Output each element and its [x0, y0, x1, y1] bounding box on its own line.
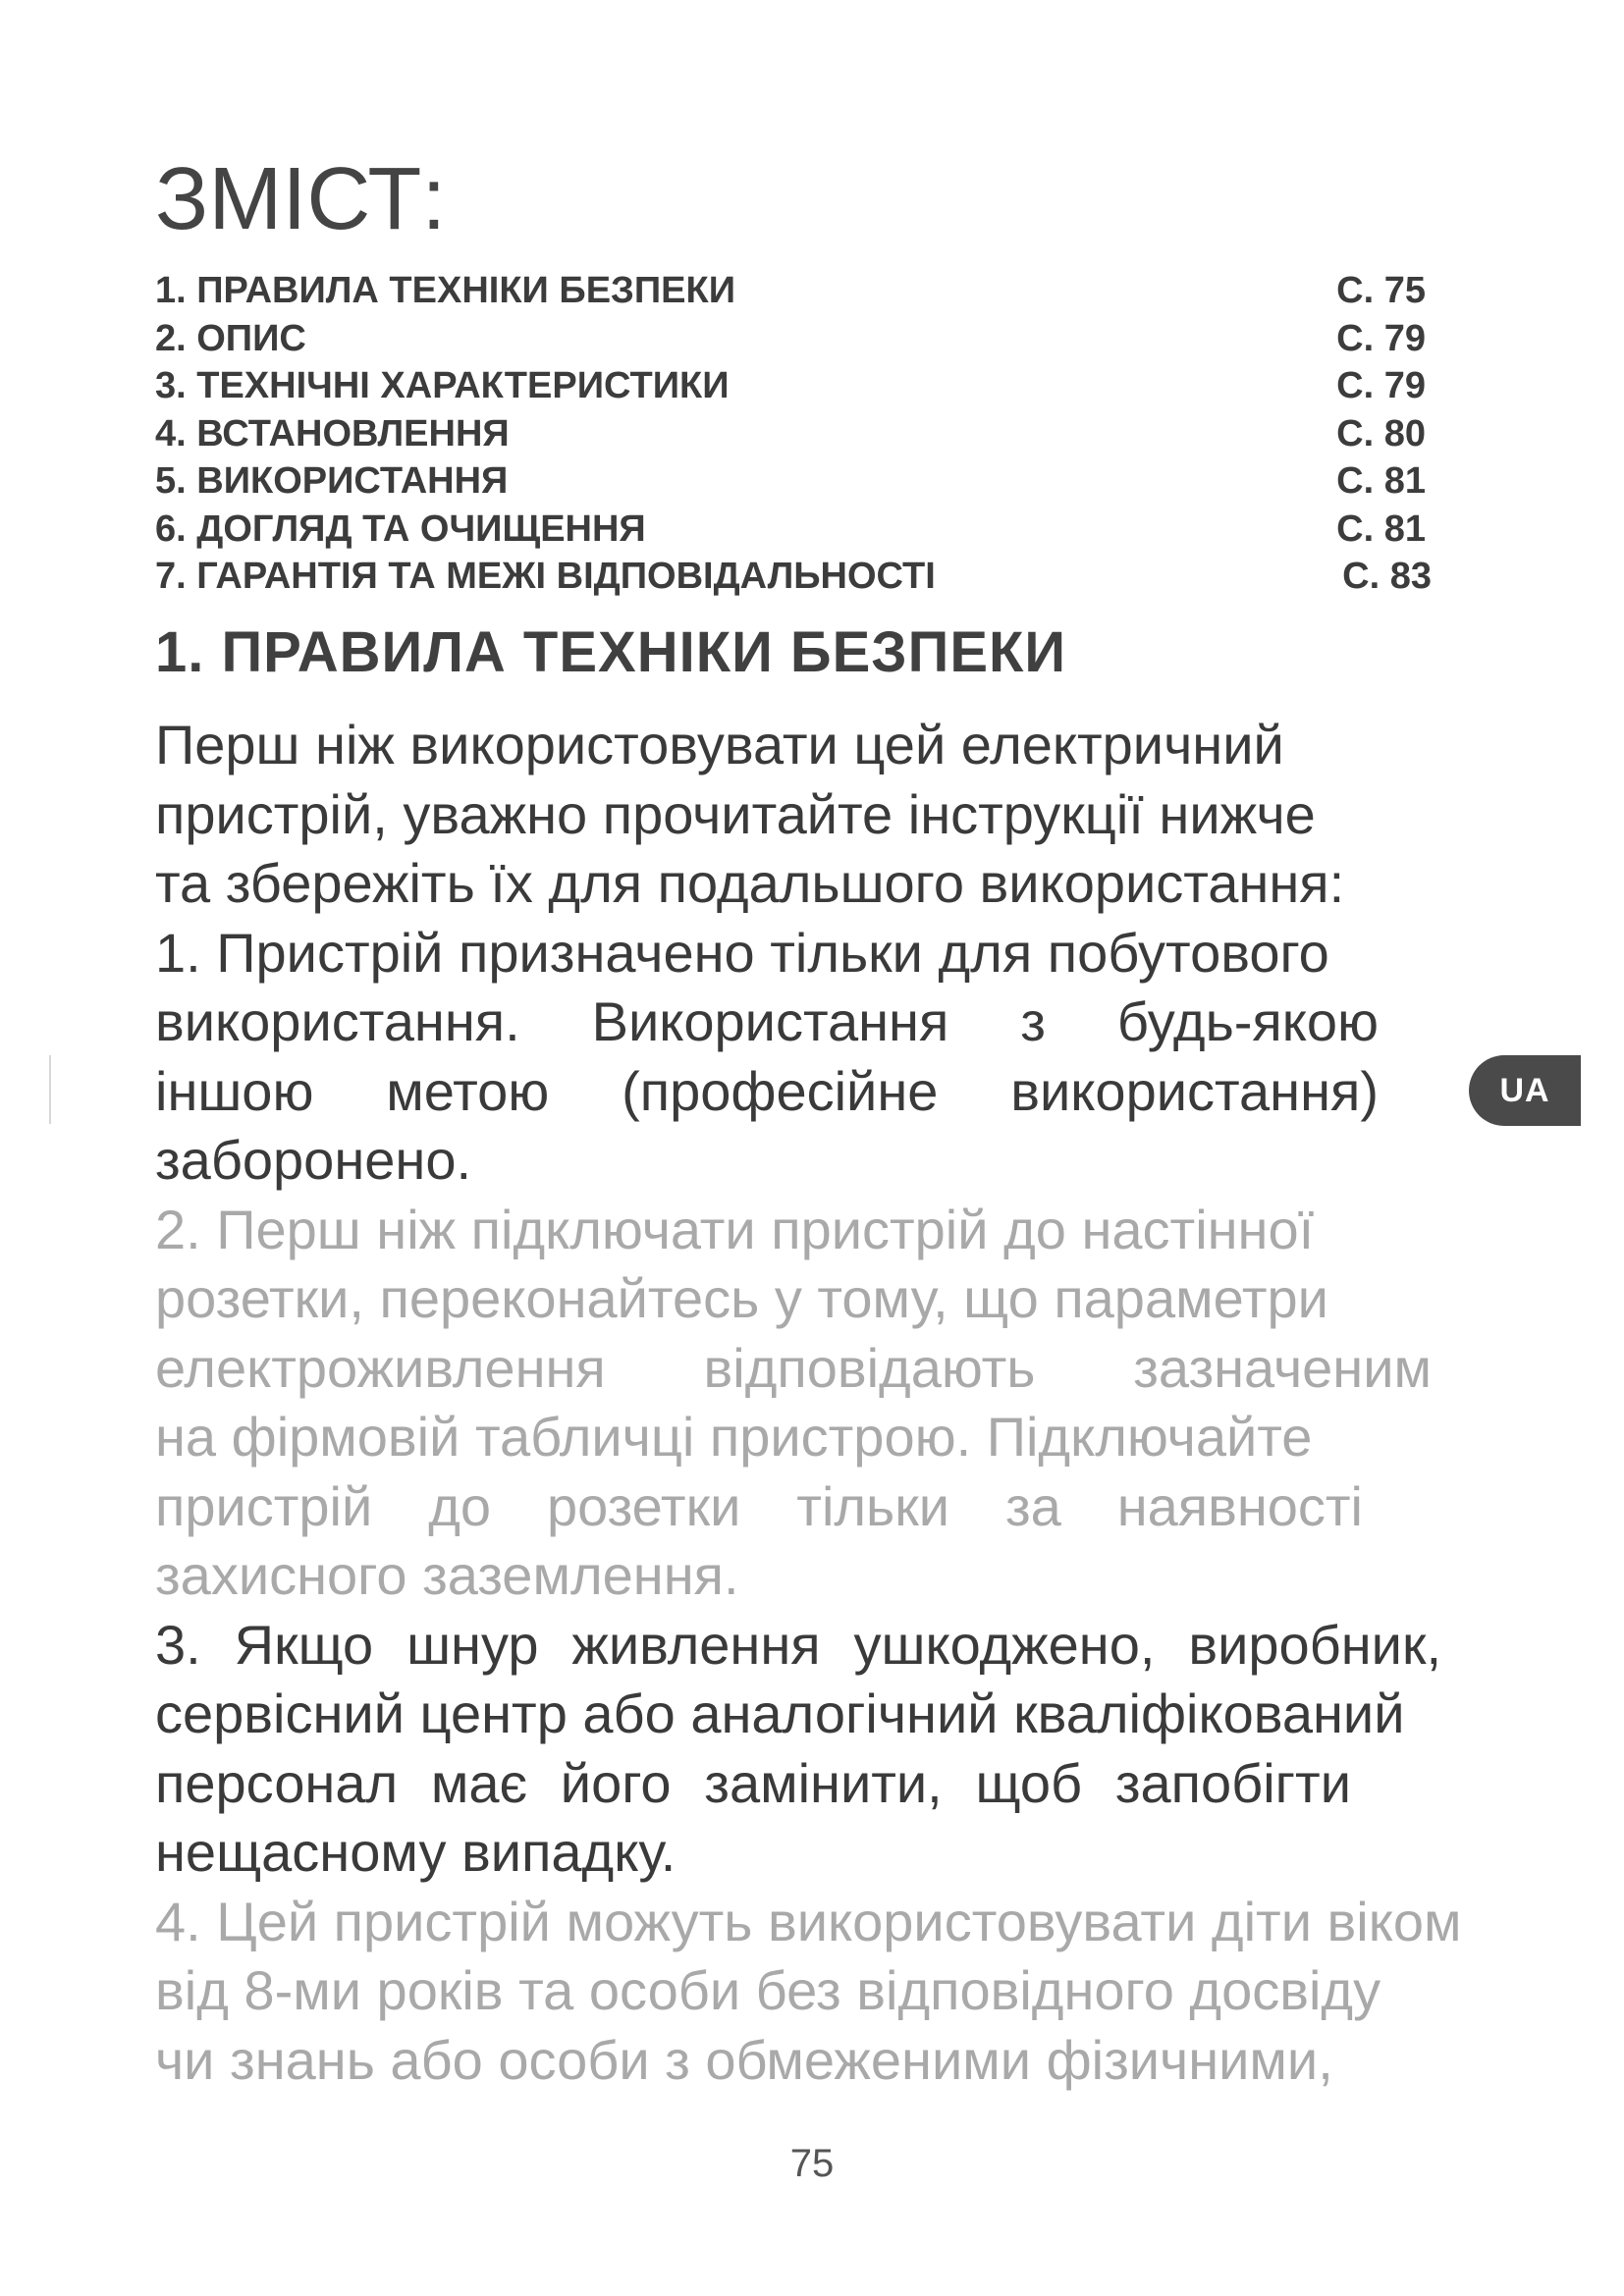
toc-item — [155, 410, 1432, 458]
toc-item — [155, 457, 1432, 506]
toc-item — [155, 315, 1432, 363]
text-line: використання. Використання з будь-якою — [155, 990, 1379, 1052]
margin-line — [49, 1055, 51, 1124]
text-line: сервісний центр або аналогічний кваліфікований — [155, 1682, 1405, 1744]
text-line: 4. Цей пристрій можуть використовувати діти віком — [155, 1890, 1462, 1952]
page-title: ЗМІСТ: — [155, 150, 447, 248]
toc-item-page: С. 79 — [1336, 365, 1426, 406]
language-tab: UA — [1469, 1055, 1581, 1126]
text-line: іншою метою (професійне використання) — [155, 1059, 1379, 1122]
toc-item — [155, 267, 1432, 315]
text-line: розетки, переконайтесь у тому, що параметри — [155, 1267, 1328, 1329]
toc-item — [155, 362, 1432, 410]
section-heading: 1. ПРАВИЛА ТЕХНІКИ БЕЗПЕКИ — [155, 620, 1067, 684]
text-line: нещасному випадку. — [155, 1821, 677, 1883]
toc-item-page: С. 81 — [1336, 460, 1426, 502]
toc-item-title: 6. ДОГЛЯД ТА ОЧИЩЕННЯ — [155, 507, 646, 550]
text-line: та збережіть їх для подальшого використання: — [155, 852, 1345, 914]
page-number: 75 — [789, 2142, 835, 2185]
text-line: пристрій до розетки тільки за наявності — [155, 1474, 1363, 1537]
toc-item-title: 7. ГАРАНТІЯ ТА МЕЖІ ВІДПОВІДАЛЬНОСТІ — [155, 556, 936, 597]
toc-item-title: 5. ВИКОРИСТАННЯ — [155, 460, 509, 502]
text-line: від 8-ми років та особи без відповідного досвіду — [155, 1959, 1381, 2021]
text-line: персонал має його замінити, щоб запобігти — [155, 1751, 1351, 1814]
toc-item — [155, 553, 1432, 601]
intro-paragraph — [155, 711, 1475, 919]
toc-item-title: 4. ВСТАНОВЛЕННЯ — [155, 412, 510, 454]
toc-item-page: С. 81 — [1336, 507, 1426, 550]
toc-item-title: 2. ОПИС — [155, 317, 306, 359]
text-line: пристрій, уважно прочитайте інструкції нижче — [155, 782, 1316, 845]
text-line: чи знань або особи з обмеженими фізичними, — [155, 2028, 1333, 2091]
text-line: Перш ніж використовувати цей електричний — [155, 714, 1284, 775]
text-line: заборонено. — [155, 1129, 472, 1191]
toc-item-title: 3. ТЕХНІЧНІ ХАРАКТЕРИСТИКИ — [155, 365, 730, 406]
toc-item-page: С. 80 — [1336, 412, 1426, 454]
text-line: електроживлення відповідають зазначеним — [155, 1336, 1432, 1399]
rule-1-paragraph — [155, 919, 1475, 1196]
text-line: 2. Перш ніж підключати пристрій до настінної — [155, 1198, 1315, 1260]
text-line: на фірмовій табличці пристрою. Підключайте — [155, 1406, 1313, 1468]
table-of-contents — [155, 267, 1432, 601]
rule-3-paragraph — [155, 1611, 1475, 1888]
rule-2-paragraph — [155, 1196, 1475, 1611]
toc-item-page: С. 79 — [1336, 317, 1426, 359]
toc-item-page: С. 75 — [1336, 270, 1426, 311]
toc-item-title: 1. ПРАВИЛА ТЕХНІКИ БЕЗПЕКИ — [155, 270, 736, 311]
toc-item-page: С. 83 — [1342, 556, 1432, 597]
rule-4-paragraph — [155, 1888, 1475, 2096]
text-line: 1. Пристрій призначено тільки для побутового — [155, 921, 1329, 984]
text-line: 3. Якщо шнур живлення ушкоджено, виробник, — [155, 1613, 1441, 1676]
toc-item — [155, 506, 1432, 554]
text-line: захисного заземлення. — [155, 1544, 739, 1606]
section-body — [155, 711, 1475, 2095]
